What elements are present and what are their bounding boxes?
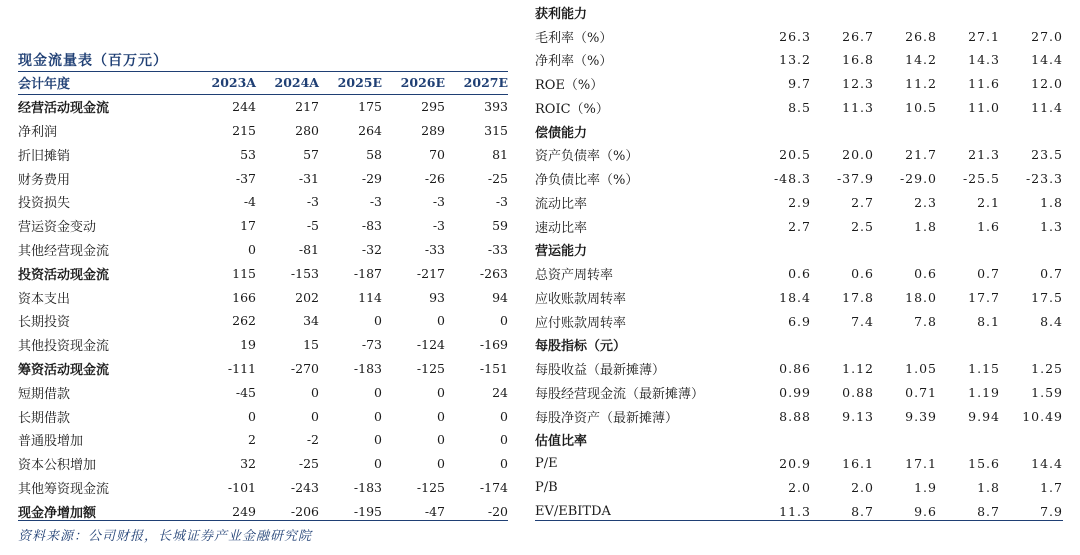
row-value: 0	[248, 408, 256, 424]
row-value: 20.0	[842, 147, 874, 163]
row-value: 10.5	[905, 99, 937, 115]
row-value: -25	[487, 170, 508, 186]
row-label: 其他筹资现金流	[18, 482, 110, 498]
row-value: -26	[424, 170, 445, 186]
row-value: 0	[311, 384, 319, 400]
row-value: 11.3	[842, 99, 874, 115]
row-value: 14.3	[968, 52, 1000, 68]
row-value: 15.6	[968, 456, 1000, 471]
row-value: 9.94	[968, 408, 1000, 424]
row-value: 14.2	[905, 52, 937, 68]
table-row	[18, 333, 508, 357]
row-label: 净利润	[18, 125, 58, 141]
row-value: -5	[306, 218, 319, 234]
row-value: 0	[500, 456, 508, 472]
row-value: 93	[429, 289, 445, 305]
row-value: 0	[374, 432, 382, 448]
row-value: -32	[361, 242, 382, 258]
row-value: 244	[232, 99, 256, 115]
row-value: 8.88	[779, 408, 811, 424]
row-value: 17.1	[905, 456, 937, 471]
right-bottom-rule	[535, 520, 1063, 521]
row-value: 8.7	[851, 503, 874, 519]
row-value: 23.5	[1031, 147, 1063, 163]
row-value: 9.13	[842, 408, 874, 424]
header-year: 2025E	[337, 75, 382, 91]
row-value: 15	[303, 337, 319, 353]
row-value: 1.8	[1040, 194, 1063, 210]
row-value: 94	[492, 289, 508, 305]
row-value: 0	[437, 432, 445, 448]
section-header	[535, 428, 1063, 452]
row-value: 16.1	[842, 456, 874, 471]
row-label: 资本公积增加	[18, 458, 97, 474]
row-value: 0.6	[788, 266, 811, 281]
row-value: 0	[500, 408, 508, 424]
row-value: 0.6	[914, 266, 937, 281]
row-label: P/E	[535, 456, 558, 471]
row-value: 1.6	[977, 218, 1000, 234]
row-value: 1.15	[968, 361, 1000, 376]
table-row	[18, 119, 508, 143]
table-row	[18, 95, 508, 119]
row-value: 2.0	[788, 479, 811, 495]
row-value: 1.3	[1040, 218, 1063, 234]
row-label: 资本支出	[18, 291, 71, 307]
section-header	[535, 333, 1063, 357]
header-year: 2024A	[274, 75, 319, 91]
row-value: 2.3	[914, 194, 937, 210]
row-value: 19	[240, 337, 256, 353]
row-label: 每股收益（最新摊薄）	[535, 363, 666, 378]
table-row	[535, 72, 1063, 96]
row-label: 偿债能力	[535, 125, 588, 141]
row-value: 0.99	[779, 384, 811, 400]
row-value: 18.4	[779, 289, 811, 305]
table-row	[535, 191, 1063, 215]
row-value: -153	[290, 265, 319, 281]
row-value: -20	[487, 503, 508, 519]
row-value: -263	[479, 265, 508, 281]
row-value: -206	[290, 503, 319, 519]
row-label: 估值比率	[535, 434, 588, 450]
row-value: 0	[500, 313, 508, 329]
row-value: 8.7	[977, 503, 1000, 519]
row-value: 58	[366, 146, 382, 162]
table-row	[535, 214, 1063, 238]
row-value: 8.4	[1040, 313, 1063, 329]
row-value: 7.8	[914, 313, 937, 329]
row-value: 34	[303, 313, 319, 329]
row-value: -37	[235, 170, 256, 186]
table-row	[18, 262, 508, 286]
row-label: 毛利率（%）	[535, 30, 613, 46]
table-row	[18, 190, 508, 214]
section-header	[535, 238, 1063, 262]
row-value: 0	[374, 456, 382, 472]
row-value: 1.7	[1040, 479, 1063, 495]
row-label: 投资活动现金流	[18, 267, 110, 283]
row-value: -169	[479, 337, 508, 353]
row-value: -3	[432, 194, 445, 210]
table-row	[18, 357, 508, 381]
row-value: -174	[479, 480, 508, 496]
row-value: 2	[248, 432, 256, 448]
row-value: 26.8	[905, 28, 937, 44]
row-value: 9.6	[914, 503, 937, 519]
row-value: 0	[500, 432, 508, 448]
row-value: 1.19	[968, 384, 1000, 400]
row-label: P/B	[535, 479, 558, 495]
row-value: -3	[495, 194, 508, 210]
row-value: -81	[298, 242, 319, 258]
row-value: -111	[227, 361, 256, 377]
table-row	[18, 238, 508, 262]
row-value: 280	[295, 123, 319, 139]
row-value: 0.7	[1040, 266, 1063, 281]
table-row	[18, 452, 508, 476]
row-label: 每股经营现金流（最新摊薄）	[535, 386, 705, 402]
row-value: -25	[298, 456, 319, 472]
row-label: 长期投资	[18, 315, 71, 331]
row-label: 每股净资产（最新摊薄）	[535, 410, 679, 426]
row-value: -243	[290, 480, 319, 496]
row-value: -83	[361, 218, 382, 234]
row-value: 6.9	[788, 313, 811, 329]
row-value: 0.71	[905, 384, 937, 400]
row-value: 393	[484, 99, 508, 115]
table-row	[18, 166, 508, 190]
row-value: 14.4	[1031, 52, 1063, 68]
row-value: 114	[358, 289, 382, 305]
row-value: 0.6	[851, 266, 874, 281]
row-label: 获利能力	[535, 6, 588, 22]
row-value: 17	[240, 218, 256, 234]
row-value: 17.5	[1031, 289, 1063, 305]
row-value: 12.0	[1031, 76, 1063, 91]
row-value: 315	[484, 123, 508, 139]
table-row	[535, 309, 1063, 333]
row-value: 7.9	[1040, 503, 1063, 519]
table-row	[535, 404, 1063, 428]
row-value: 27.1	[968, 28, 1000, 44]
row-value: -2	[306, 432, 319, 448]
row-value: 1.25	[1031, 361, 1063, 376]
row-value: 24	[492, 384, 508, 400]
row-value: 9.39	[905, 408, 937, 424]
row-value: -48.3	[773, 171, 811, 186]
row-value: 264	[358, 123, 382, 139]
row-value: -25.5	[962, 171, 1000, 186]
row-value: 26.7	[842, 28, 874, 44]
row-value: 14.4	[1031, 456, 1063, 471]
table-row	[535, 262, 1063, 286]
row-value: 2.0	[851, 479, 874, 495]
row-label: 总资产周转率	[535, 268, 614, 283]
row-value: 289	[421, 123, 445, 139]
table-row	[18, 476, 508, 500]
row-value: 17.8	[842, 289, 874, 305]
row-value: -3	[306, 194, 319, 210]
row-label: 财务费用	[18, 172, 71, 188]
table-row	[535, 143, 1063, 167]
row-value: 175	[358, 99, 382, 115]
row-label: 其他投资现金流	[18, 339, 110, 355]
row-value: -73	[361, 337, 382, 353]
row-value: -151	[479, 361, 508, 377]
row-value: 21.7	[905, 147, 937, 163]
row-value: 11.6	[968, 76, 1000, 91]
row-label: 折旧摊销	[18, 148, 71, 164]
row-value: 0	[437, 313, 445, 329]
section-header	[535, 1, 1063, 25]
row-value: -47	[424, 503, 445, 519]
row-label: 其他经营现金流	[18, 244, 110, 260]
row-value: -187	[353, 265, 382, 281]
row-value: 32	[240, 456, 256, 472]
row-value: 8.1	[977, 313, 1000, 329]
row-value: 11.4	[1031, 99, 1063, 115]
row-value: -29.0	[899, 171, 937, 186]
row-value: 249	[232, 503, 256, 519]
bottom-rule	[18, 520, 508, 521]
table-row	[18, 404, 508, 428]
row-label: 投资损失	[18, 196, 71, 212]
row-value: 12.3	[842, 76, 874, 91]
row-value: 57	[303, 146, 319, 162]
row-value: -29	[361, 170, 382, 186]
table-row	[18, 381, 508, 405]
row-value: 8.5	[788, 99, 811, 115]
row-value: 59	[492, 218, 508, 234]
row-value: -4	[243, 194, 256, 210]
row-value: 10.49	[1022, 408, 1063, 424]
row-label: 筹资活动现金流	[18, 363, 110, 379]
row-value: 70	[429, 146, 445, 162]
row-value: 0	[248, 242, 256, 258]
row-value: 26.3	[779, 28, 811, 44]
row-label: 长期借款	[18, 410, 71, 426]
table-row	[535, 24, 1063, 48]
row-label: 净负债比率（%）	[535, 173, 639, 188]
row-label: 速动比率	[535, 220, 588, 236]
row-value: 0	[437, 408, 445, 424]
table-row	[535, 167, 1063, 191]
table-header-row	[18, 71, 508, 95]
row-value: -31	[298, 170, 319, 186]
row-value: 81	[492, 146, 508, 162]
row-value: -125	[416, 361, 445, 377]
row-value: 0	[437, 456, 445, 472]
row-value: 0.86	[779, 361, 811, 376]
table-row	[535, 476, 1063, 500]
row-label: 普通股增加	[18, 434, 84, 450]
table-row	[535, 381, 1063, 405]
row-value: 2.7	[851, 194, 874, 210]
source-note: 资料来源：公司财报，长城证券产业金融研究院	[18, 529, 313, 544]
row-value: 1.9	[914, 479, 937, 495]
row-value: -217	[416, 265, 445, 281]
row-value: 1.05	[905, 361, 937, 376]
row-value: 20.9	[779, 456, 811, 471]
row-value: 1.12	[842, 361, 874, 376]
row-value: -183	[353, 480, 382, 496]
row-value: 0	[374, 408, 382, 424]
row-label: 应付账款周转率	[535, 315, 627, 331]
cash-flow-table-title: 现金流量表（百万元）	[18, 53, 168, 69]
row-label: 经营活动现金流	[18, 101, 110, 117]
row-value: 217	[295, 99, 319, 115]
row-label: 现金净增加额	[18, 505, 97, 521]
row-label: 流动比率	[535, 196, 588, 212]
row-value: 0	[311, 408, 319, 424]
row-value: 1.8	[977, 479, 1000, 495]
row-value: 16.8	[842, 52, 874, 68]
table-row	[18, 143, 508, 167]
row-value: 7.4	[851, 313, 874, 329]
row-value: -33	[487, 242, 508, 258]
row-value: 262	[232, 313, 256, 329]
table-row	[18, 309, 508, 333]
row-value: -101	[227, 480, 256, 496]
row-value: 115	[232, 265, 256, 281]
row-value: 0	[437, 384, 445, 400]
row-value: -3	[369, 194, 382, 210]
row-label: EV/EBITDA	[535, 503, 611, 519]
row-value: -33	[424, 242, 445, 258]
header-year: 2023A	[211, 75, 256, 91]
row-value: 1.59	[1031, 384, 1063, 400]
row-value: 9.7	[788, 76, 811, 91]
row-value: -37.9	[836, 171, 874, 186]
row-value: -195	[353, 503, 382, 519]
row-value: 0.7	[977, 266, 1000, 281]
row-value: 53	[240, 146, 256, 162]
section-header	[535, 119, 1063, 143]
header-label: 会计年度	[18, 77, 71, 93]
row-label: 净利率（%）	[535, 54, 613, 70]
row-label: 营运能力	[535, 244, 588, 260]
row-value: 17.7	[968, 289, 1000, 305]
row-label: 应收账款周转率	[535, 291, 627, 307]
header-year: 2026E	[400, 75, 445, 91]
row-value: -183	[353, 361, 382, 377]
row-value: -3	[432, 218, 445, 234]
table-row	[535, 48, 1063, 72]
row-label: 短期借款	[18, 386, 71, 402]
table-row	[535, 452, 1063, 476]
row-value: 13.2	[779, 52, 811, 68]
row-value: 0.88	[842, 384, 874, 400]
row-label: 每股指标（元）	[535, 339, 627, 355]
row-value: 2.5	[851, 218, 874, 234]
row-value: -45	[235, 384, 256, 400]
table-row	[18, 428, 508, 452]
row-value: 20.5	[779, 147, 811, 163]
row-value: -270	[290, 361, 319, 377]
row-value: 18.0	[905, 289, 937, 305]
table-row	[535, 286, 1063, 310]
row-value: 11.3	[779, 503, 811, 519]
header-year: 2027E	[463, 75, 508, 91]
row-value: 1.8	[914, 218, 937, 234]
row-value: -125	[416, 480, 445, 496]
table-row	[18, 285, 508, 309]
row-value: 2.1	[977, 194, 1000, 210]
row-value: 202	[295, 289, 319, 305]
row-label: ROE（%）	[535, 78, 604, 93]
row-value: 0	[374, 313, 382, 329]
row-value: 11.0	[968, 99, 1000, 115]
row-value: -23.3	[1025, 171, 1063, 186]
row-value: 166	[232, 289, 256, 305]
row-label: ROIC（%）	[535, 101, 609, 117]
table-row	[535, 96, 1063, 120]
table-row	[535, 357, 1063, 381]
row-value: 27.0	[1031, 28, 1063, 44]
table-row	[18, 214, 508, 238]
row-value: 215	[232, 123, 256, 139]
row-value: 0	[374, 384, 382, 400]
row-value: 295	[421, 99, 445, 115]
row-value: -124	[416, 337, 445, 353]
row-value: 11.2	[905, 76, 937, 91]
row-value: 2.7	[788, 218, 811, 234]
row-value: 21.3	[968, 147, 1000, 163]
row-label: 资产负债率（%）	[535, 149, 639, 165]
row-label: 营运资金变动	[18, 220, 97, 236]
row-value: 2.9	[788, 194, 811, 210]
